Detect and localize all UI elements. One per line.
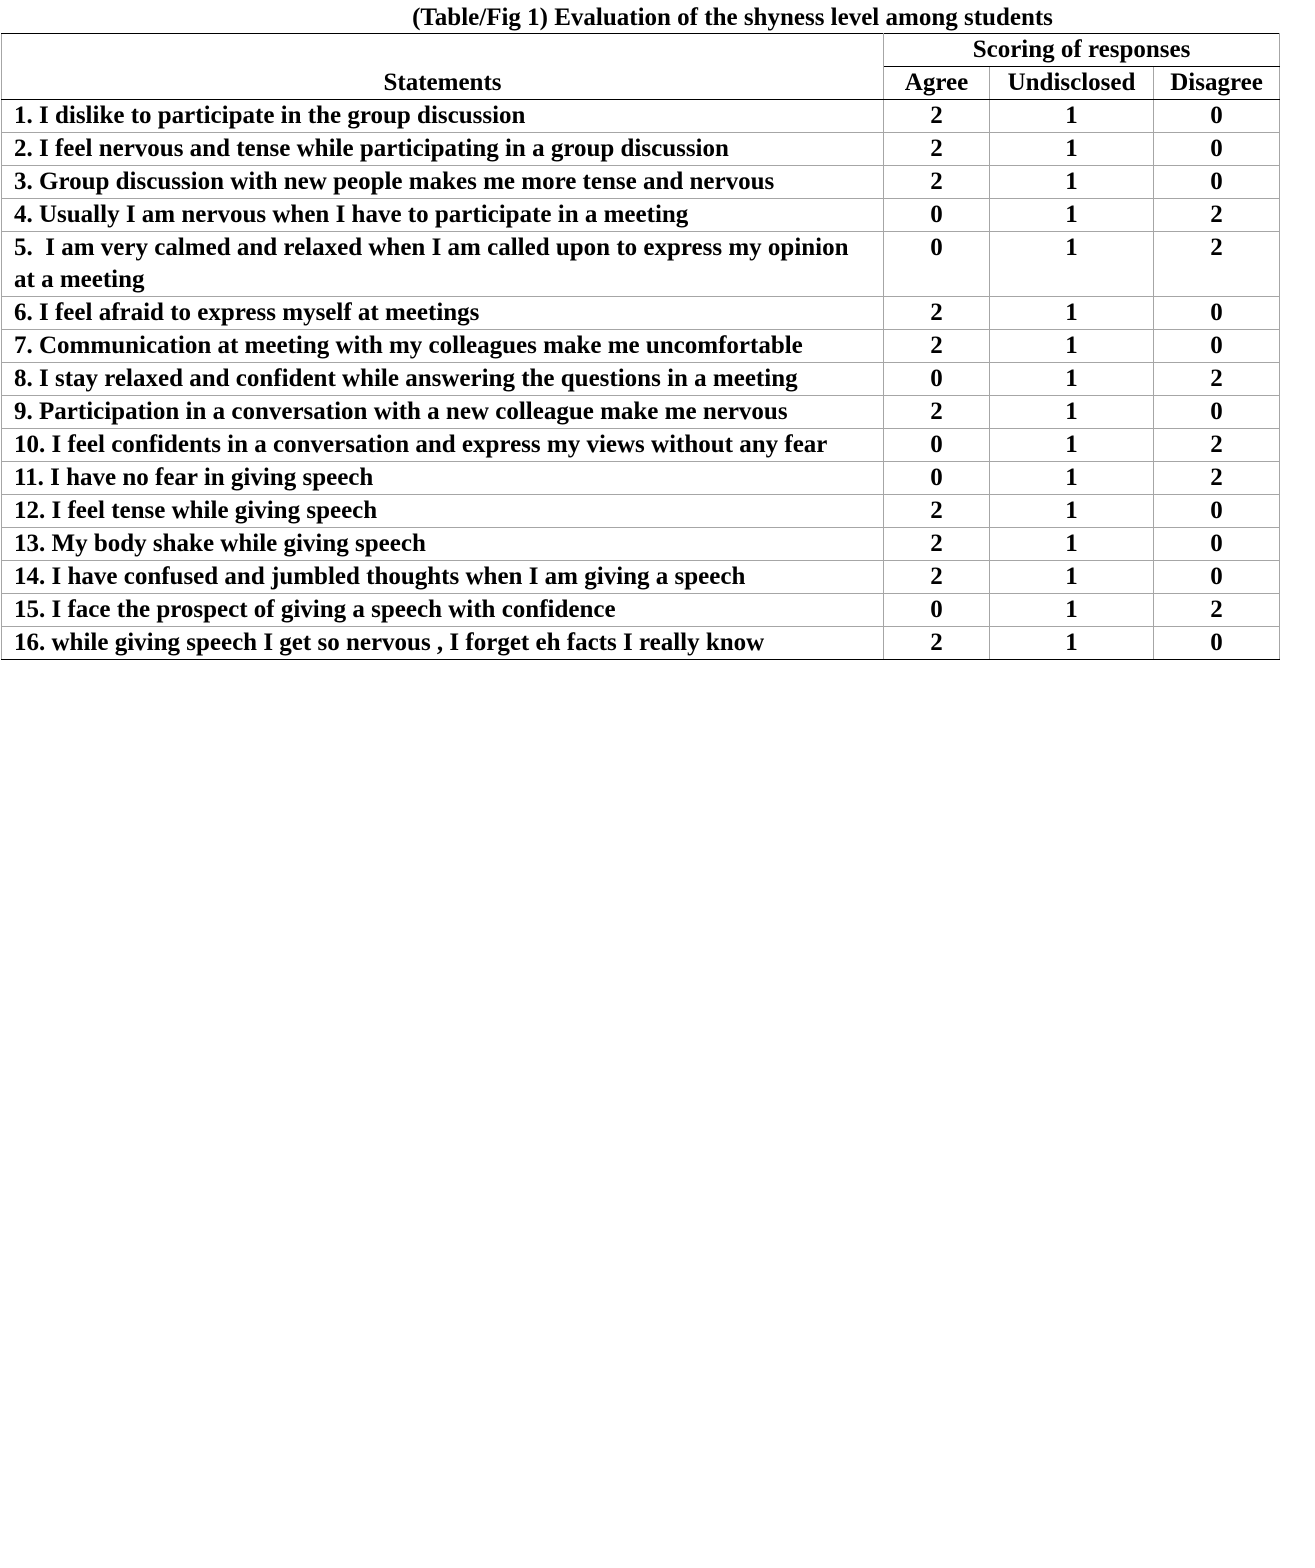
score-disagree: 2: [1154, 199, 1280, 232]
scoring-group-header: Scoring of responses: [884, 34, 1280, 67]
table-row: [2, 594, 1280, 627]
score-undisclosed: 1: [990, 133, 1154, 166]
table-title: (Table/Fig 1) Evaluation of the shyness level among students: [412, 4, 1053, 31]
table-row: [2, 561, 1280, 594]
table-row: [2, 133, 1280, 166]
score-undisclosed: 1: [990, 594, 1154, 627]
score-disagree: 0: [1154, 166, 1280, 199]
score-undisclosed: 1: [990, 297, 1154, 330]
score-agree: 0: [884, 594, 990, 627]
score-agree: 2: [884, 100, 990, 133]
score-disagree: 0: [1154, 133, 1280, 166]
score-undisclosed: 1: [990, 330, 1154, 363]
table-row: [2, 627, 1280, 660]
score-undisclosed: 1: [990, 495, 1154, 528]
score-agree: 2: [884, 133, 990, 166]
score-disagree: 2: [1154, 363, 1280, 396]
table-row: [2, 495, 1280, 528]
score-undisclosed: 1: [990, 462, 1154, 495]
score-disagree: 2: [1154, 594, 1280, 627]
score-agree: 0: [884, 363, 990, 396]
score-agree: 0: [884, 199, 990, 232]
score-disagree: 0: [1154, 561, 1280, 594]
column-header-disagree: Disagree: [1154, 67, 1280, 100]
statement-cell: 3. Group discussion with new people makes me more tense and nervous: [2, 166, 884, 199]
table-row: [2, 462, 1280, 495]
table-row: [2, 528, 1280, 561]
statement-cell: 8. I stay relaxed and confident while answering the questions in a meeting: [2, 363, 884, 396]
score-disagree: 0: [1154, 330, 1280, 363]
score-agree: 2: [884, 627, 990, 660]
score-undisclosed: 1: [990, 363, 1154, 396]
score-agree: 2: [884, 297, 990, 330]
shyness-scoring-table: [1, 33, 1280, 660]
score-agree: 2: [884, 396, 990, 429]
score-disagree: 0: [1154, 495, 1280, 528]
score-agree: 2: [884, 561, 990, 594]
statement-cell: 13. My body shake while giving speech: [2, 528, 884, 561]
statement-cell: 7. Communication at meeting with my colleagues make me uncomfortable: [2, 330, 884, 363]
score-undisclosed: 1: [990, 429, 1154, 462]
column-header-agree: Agree: [884, 67, 990, 100]
table-row: [2, 429, 1280, 462]
score-disagree: 2: [1154, 462, 1280, 495]
score-agree: 2: [884, 330, 990, 363]
table-row: [2, 100, 1280, 133]
score-disagree: 0: [1154, 528, 1280, 561]
statement-cell: 9. Participation in a conversation with a new colleague make me nervous: [2, 396, 884, 429]
header-row-group: [2, 34, 1280, 67]
score-undisclosed: 1: [990, 561, 1154, 594]
table-row: [2, 297, 1280, 330]
score-agree: 0: [884, 232, 990, 297]
statement-cell: 14. I have confused and jumbled thoughts when I am giving a speech: [2, 561, 884, 594]
score-disagree: 0: [1154, 100, 1280, 133]
score-undisclosed: 1: [990, 627, 1154, 660]
table-body: [2, 100, 1280, 660]
score-undisclosed: 1: [990, 166, 1154, 199]
score-disagree: 2: [1154, 429, 1280, 462]
score-disagree: 0: [1154, 297, 1280, 330]
statement-cell: 1. I dislike to participate in the group discussion: [2, 100, 884, 133]
statement-cell: 5. I am very calmed and relaxed when I am called upon to express my opinion at a meeting: [2, 232, 884, 297]
statement-cell: 12. I feel tense while giving speech: [2, 495, 884, 528]
score-disagree: 2: [1154, 232, 1280, 297]
statement-cell: 10. I feel confidents in a conversation and express my views without any fear: [2, 429, 884, 462]
statement-cell: 2. I feel nervous and tense while participating in a group discussion: [2, 133, 884, 166]
table-row: [2, 330, 1280, 363]
score-agree: 0: [884, 462, 990, 495]
score-agree: 2: [884, 166, 990, 199]
table-row: [2, 363, 1280, 396]
score-undisclosed: 1: [990, 396, 1154, 429]
column-header-undisclosed: Undisclosed: [990, 67, 1154, 100]
table-row: [2, 232, 1280, 297]
statement-cell: 11. I have no fear in giving speech: [2, 462, 884, 495]
score-undisclosed: 1: [990, 100, 1154, 133]
score-disagree: 0: [1154, 396, 1280, 429]
statements-header: Statements: [2, 34, 884, 100]
table-row: [2, 166, 1280, 199]
statement-cell: 4. Usually I am nervous when I have to participate in a meeting: [2, 199, 884, 232]
score-disagree: 0: [1154, 627, 1280, 660]
score-agree: 2: [884, 528, 990, 561]
table-row: [2, 396, 1280, 429]
table-row: [2, 199, 1280, 232]
statement-cell: 6. I feel afraid to express myself at meetings: [2, 297, 884, 330]
score-undisclosed: 1: [990, 199, 1154, 232]
statement-cell: 16. while giving speech I get so nervous , I forget eh facts I really know: [2, 627, 884, 660]
statement-cell: 15. I face the prospect of giving a speech with confidence: [2, 594, 884, 627]
score-agree: 0: [884, 429, 990, 462]
score-agree: 2: [884, 495, 990, 528]
score-undisclosed: 1: [990, 232, 1154, 297]
score-undisclosed: 1: [990, 528, 1154, 561]
